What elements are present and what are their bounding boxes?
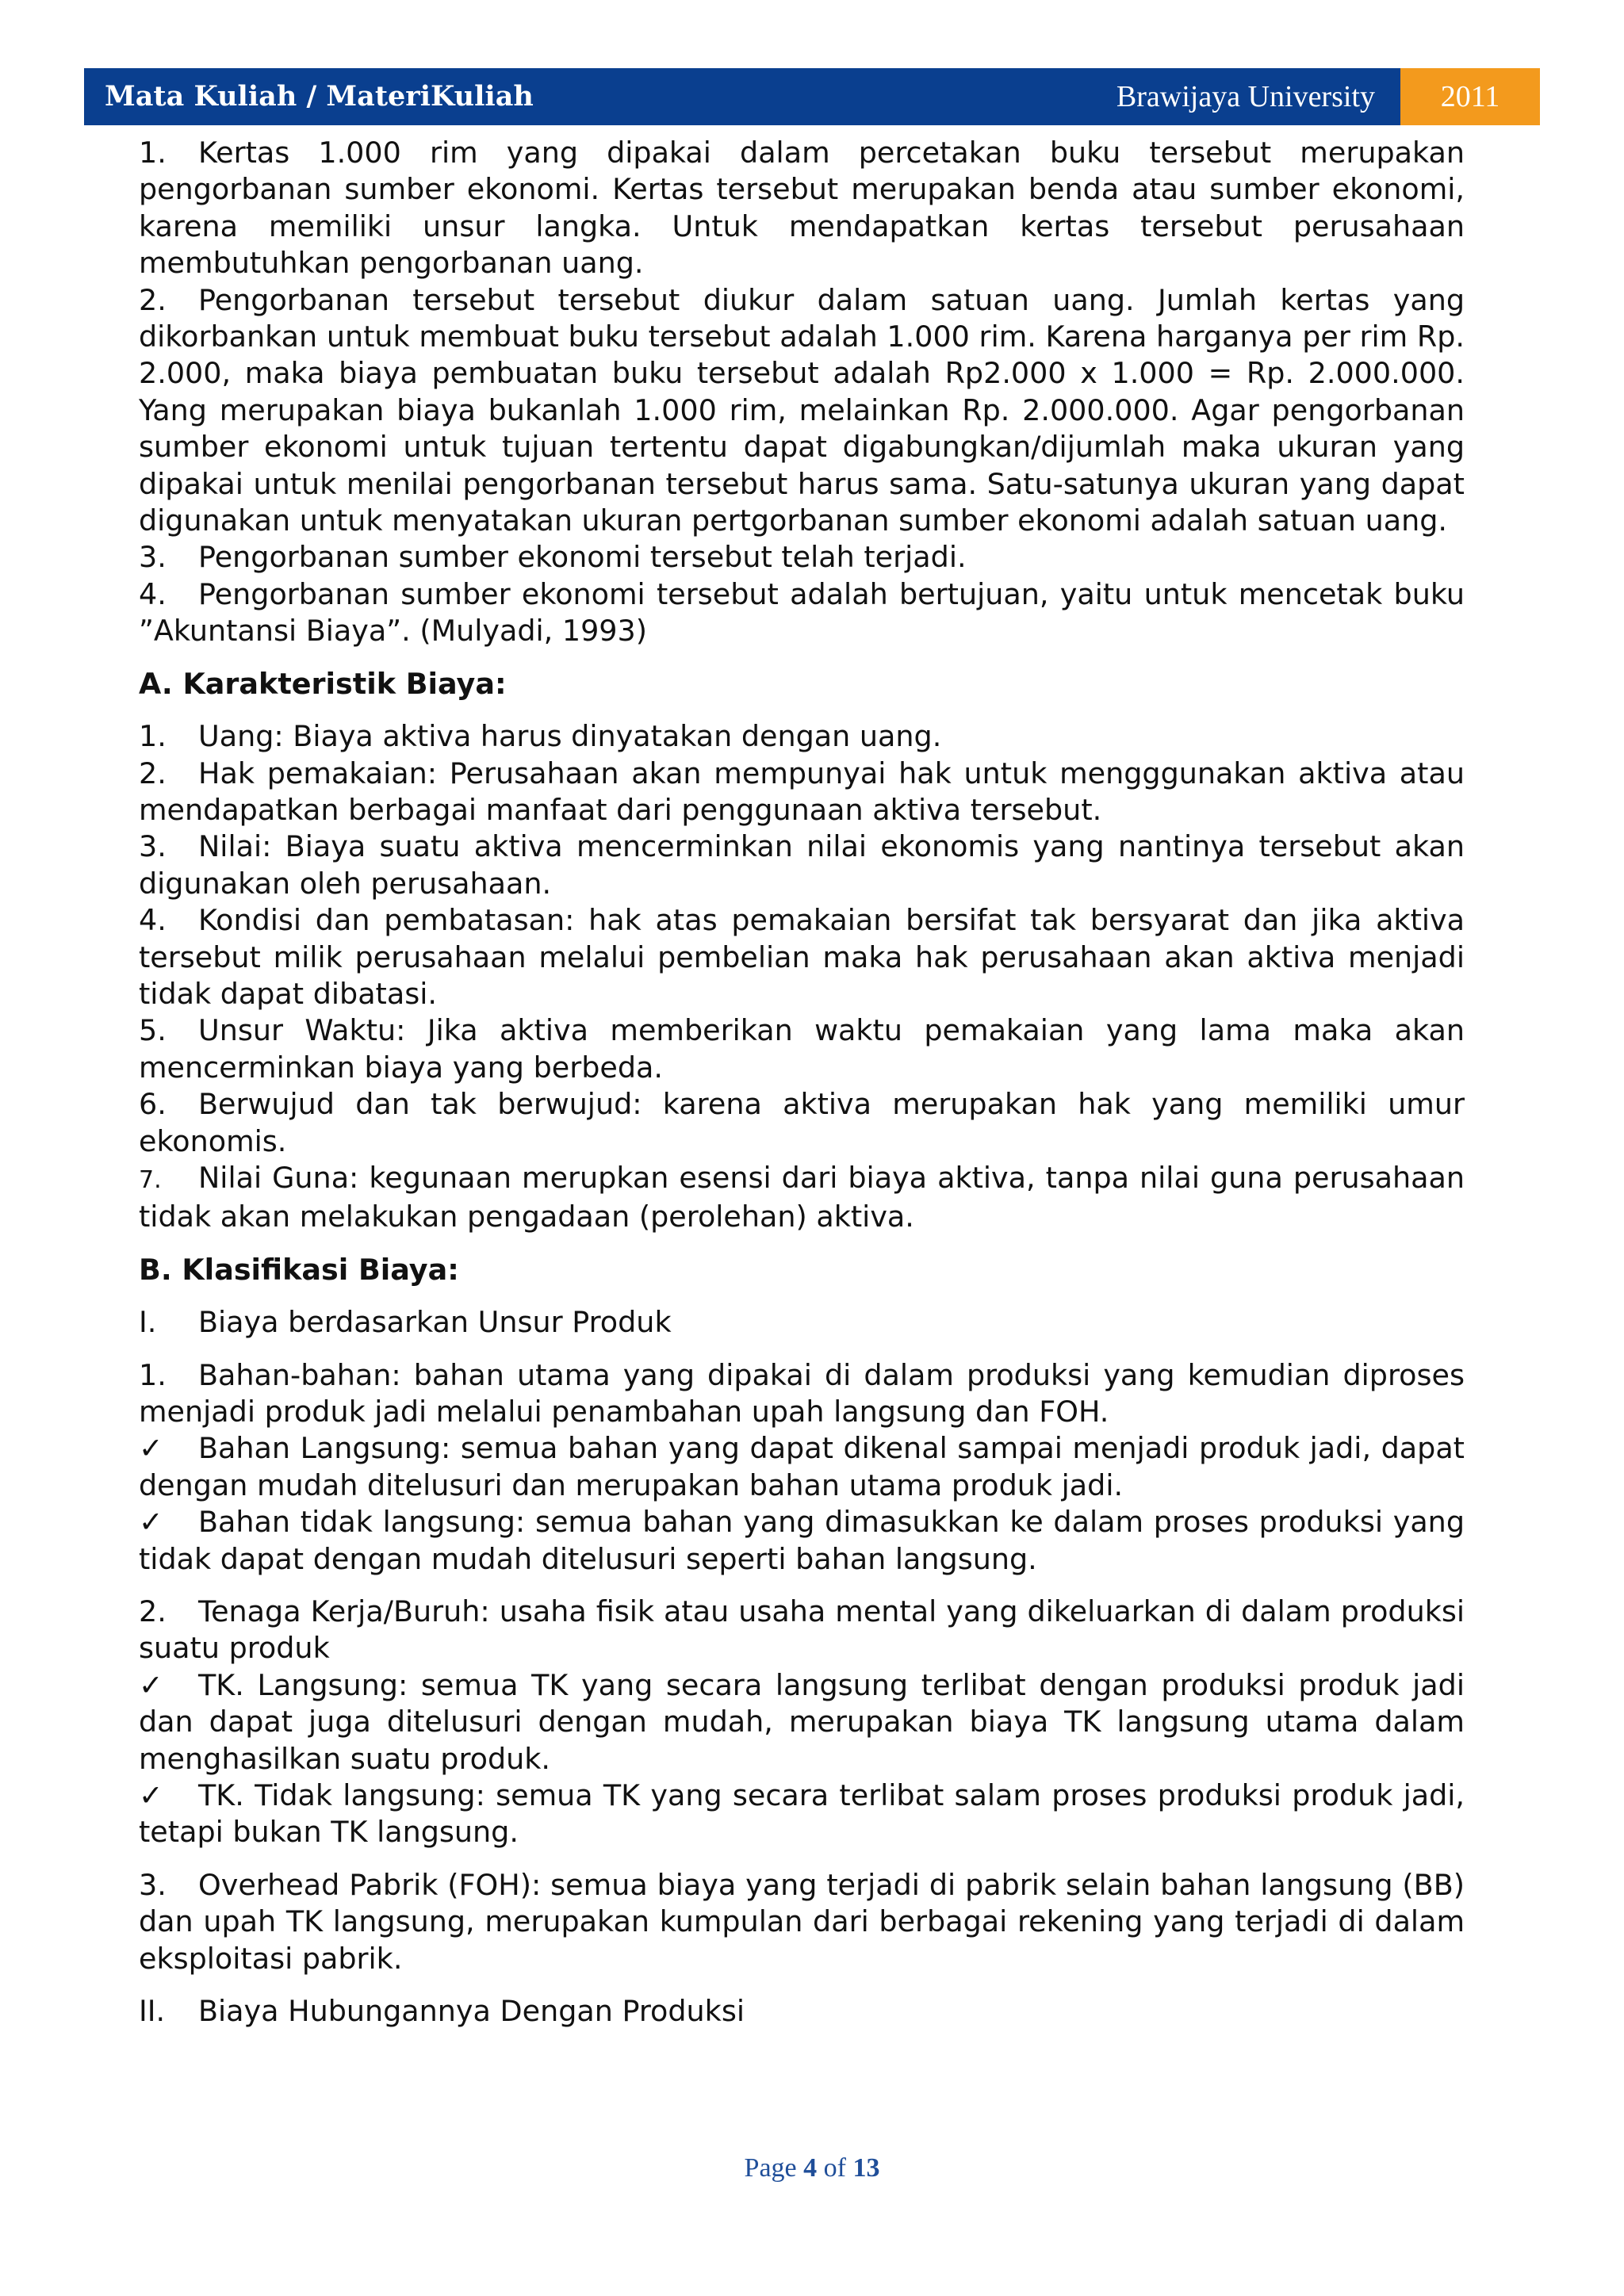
total-pages: 13 [852,2153,880,2183]
item-number: 7. [139,1165,162,1194]
check-text: Bahan Langsung: semua bahan yang dapat dikenal sampai menjadi produk jadi, dapat dengan mudah ditelusuri dan merupakan bahan utama produk jadi. [139,1431,1465,1502]
intro-item-2 [139,282,1465,540]
check-item [139,1504,1465,1578]
item-number: 6. [139,1087,167,1122]
item-text: Overhead Pabrik (FOH): semua biaya yang terjadi di pabrik selain bahan langsung (BB) dan upah TK langsung, merupakan kumpulan dari berbagai rekening yang terjadi di dalam eksploitasi pabrik. [139,1867,1465,1976]
characteristic-item-3 [139,828,1465,902]
characteristic-item-6 [139,1086,1465,1160]
item-number: 5. [139,1013,167,1048]
page-footer [0,2153,1624,2183]
item-text: Nilai Guna: kegunaan merupkan esensi dari biaya aktiva, tanpa nilai guna perusahaan tidak akan melakukan pengadaan (perolehan) aktiva. [139,1160,1465,1234]
item-number: 2. [139,756,167,790]
item-number: 2. [139,1594,167,1629]
item-text: Nilai: Biaya suatu aktiva mencerminkan nilai ekonomis yang nantinya tersebut akan digunakan oleh perusahaan. [139,829,1465,901]
characteristic-item-7 [139,1160,1465,1236]
check-item [139,1667,1465,1777]
university-name: Brawijaya University [1116,80,1375,113]
check-icon: ✓ [139,1778,163,1813]
item-number: 3. [139,829,167,864]
item-text: Unsur Waktu: Jika aktiva memberikan waktu pemakaian yang lama maka akan mencerminkan biaya yang berbeda. [139,1013,1465,1085]
of-word: of [823,2153,846,2183]
section-a-title: A. Karakteristik Biaya: [139,666,507,701]
item-number: 1. [139,1357,167,1392]
intro-item-3 [139,539,1465,576]
check-icon: ✓ [139,1505,163,1540]
item-text: Tenaga Kerja/Buruh: usaha fisik atau usaha mental yang dikeluarkan di dalam produksi suatu produk [139,1594,1465,1666]
classification-item-1 [139,1357,1465,1431]
check-text: Bahan tidak langsung: semua bahan yang dimasukkan ke dalam proses produksi yang tidak dapat dengan mudah ditelusuri seperti bahan langsung. [139,1505,1465,1576]
characteristic-item-5 [139,1012,1465,1086]
item-text: Pengorbanan sumber ekonomi tersebut adalah bertujuan, yaitu untuk mencetak buku ”Akuntansi Biaya”. (Mulyadi, 1993) [139,576,1465,649]
check-item [139,1430,1465,1504]
item-text: Kertas 1.000 rim yang dipakai dalam percetakan buku tersebut merupakan pengorbanan sumber ekonomi. Kertas tersebut merupakan benda atau sumber ekonomi, karena memiliki unsur langka. Untuk mendapatkan kertas tersebut perusahaan membutuhkan pengorbanan uang. [139,136,1465,281]
page-word: Page [744,2153,797,2183]
item-number: 1. [139,136,167,170]
characteristic-item-4 [139,902,1465,1012]
characteristic-item-1 [139,718,1465,755]
check-icon: ✓ [139,1667,163,1702]
classification-item-3 [139,1867,1465,1977]
item-text: Kondisi dan pembatasan: hak atas pemakaian bersifat tak bersyarat dan jika aktiva tersebut milik perusahaan melalui pembelian maka hak perusahaan akan aktiva menjadi tidak dapat dibatasi. [139,903,1465,1011]
item-text: Pengorbanan sumber ekonomi tersebut telah terjadi. [198,540,967,575]
item-text: Bahan-bahan: bahan utama yang dipakai di dalam produksi yang kemudian diproses menjadi produk jadi melalui penambahan upah langsung dan FOH. [139,1357,1465,1429]
intro-item-4 [139,576,1465,650]
check-item [139,1777,1465,1851]
item-text: Biaya berdasarkan Unsur Produk [198,1305,672,1340]
item-text: Berwujud dan tak berwujud: karena aktiva merupakan hak yang memiliki umur ekonomis. [139,1087,1465,1158]
item-text: Biaya Hubungannya Dengan Produksi [198,1994,745,2029]
item-text: Hak pemakaian: Perusahaan akan mempunyai hak untuk mengggunakan aktiva atau mendapatkan berbagai manfaat dari penggunaan aktiva tersebut. [139,756,1465,827]
item-number: 1. [139,719,167,754]
item-number: 2. [139,282,167,317]
item-number: II. [139,1994,166,2029]
item-text: Pengorbanan tersebut tersebut diukur dalam satuan uang. Jumlah kertas yang dikorbankan untuk membuat buku tersebut adalah 1.000 rim. Karena harganya per rim Rp. 2.000, maka biaya pembuatan buku tersebut adalah Rp2.000 x 1.000 = Rp. 2.000.000. Yang merupakan biaya bukanlah 1.000 rim, melainkan Rp. 2.000.000. Agar pengorbanan sumber ekonomi untuk tujuan tertentu dapat digabungkan/dijumlah maka ukuran yang dipakai untuk menilai pengorbanan tersebut harus sama. Satu-satunya ukuran yang dapat digunakan untuk menyatakan ukuran pertgorbanan sumber ekonomi adalah satuan uang. [139,282,1465,538]
item-number: 4. [139,903,167,938]
check-text: TK. Langsung: semua TK yang secara langsung terlibat dengan produksi produk jadi dan dapat juga ditelusuri dengan mudah, merupakan biaya TK langsung utama dalam menghasilkan suatu produk. [139,1667,1465,1776]
intro-item-1 [139,135,1465,282]
document-body [139,135,1465,2030]
item-number: I. [139,1305,157,1340]
item-text: Uang: Biaya aktiva harus dinyatakan dengan uang. [198,719,942,754]
characteristic-item-2 [139,756,1465,829]
course-title: Mata Kuliah / MateriKuliah [105,80,534,113]
subheading-1 [139,1304,1465,1341]
check-text: TK. Tidak langsung: semua TK yang secara terlibat salam proses produksi produk jadi, tetapi bukan TK langsung. [139,1778,1465,1850]
item-number: 3. [139,540,167,575]
section-b-title: B. Klasifikasi Biaya: [139,1252,459,1287]
check-icon: ✓ [139,1431,163,1466]
classification-item-2 [139,1594,1465,1667]
header-bar [84,68,1400,125]
item-number: 4. [139,576,167,611]
item-number: 3. [139,1867,167,1902]
current-page: 4 [803,2153,818,2183]
subheading-2 [139,1993,1465,2030]
header-year: 2011 [1400,68,1540,125]
page-header [84,68,1540,125]
